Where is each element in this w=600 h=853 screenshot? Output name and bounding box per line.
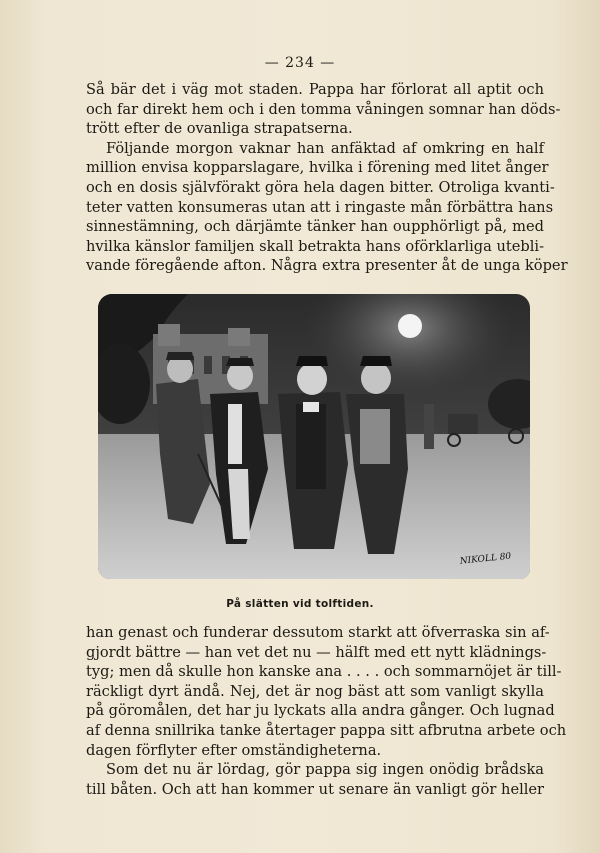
text-line: och en dosis självförakt göra hela dagen bitter. Otroliga kvanti- xyxy=(86,178,555,196)
illustration-night-scene xyxy=(98,294,530,579)
text-line: af denna snillrika tanke återtager pappa sitt afbrutna arbete och xyxy=(86,721,567,739)
page-number: — 234 — xyxy=(264,55,336,71)
text-line: tyg; men då skulle hon kanske ana . . . . och sommarnöjet är till- xyxy=(86,663,562,681)
text-line: Följande morgon vaknar han anfäktad af omkring en half xyxy=(106,139,544,157)
text-line: och far direkt hem och i den tomma våningen somnar han döds- xyxy=(86,100,561,118)
text-line: till båten. Och att han kommer ut senare än vanligt gör heller xyxy=(86,780,545,798)
top-paragraph xyxy=(86,80,568,276)
text-line: han genast och funderar dessutom starkt att öfverraska sin af- xyxy=(86,624,550,641)
text-line: dagen förflyter efter omständigheterna. xyxy=(86,741,382,759)
text-line: Så bär det i väg mot staden. Pappa har förlorat all aptit och xyxy=(86,81,544,98)
text-line: räckligt dyrt ändå. Nej, det är nog bäst att som vanligt skylla xyxy=(86,682,544,700)
text-line: på göromålen, det har ju lyckats alla andra gånger. Och lugnad xyxy=(86,702,555,720)
text-line: million envisa kopparslagare, hvilka i förening med litet ånger xyxy=(86,159,549,177)
text-line: Som det nu är lördag, gör pappa sig ingen onödig brådska xyxy=(106,761,544,779)
text-line: vande föregående afton. Några extra presenter åt de unga köper xyxy=(86,257,568,275)
text-line: trött efter de ovanliga strapatserna. xyxy=(86,120,353,138)
bottom-paragraph xyxy=(86,623,567,799)
text-line: teter vatten konsumeras utan att i ringaste mån förbättra hans xyxy=(86,198,554,216)
artist-signature: NIKOLL 80 xyxy=(459,551,512,567)
illustration-caption: På slätten vid tolftiden. xyxy=(226,598,374,610)
text-line: gjordt bättre — han vet det nu — hälft med ett nytt klädnings- xyxy=(86,643,547,661)
text-line: hvilka känslor familjen skall betrakta hans oförklarliga utebli- xyxy=(86,237,545,255)
text-line: sinnestämning, och därjämte tänker han oupphörligt på, med xyxy=(86,218,544,236)
moon-shape xyxy=(398,314,422,338)
